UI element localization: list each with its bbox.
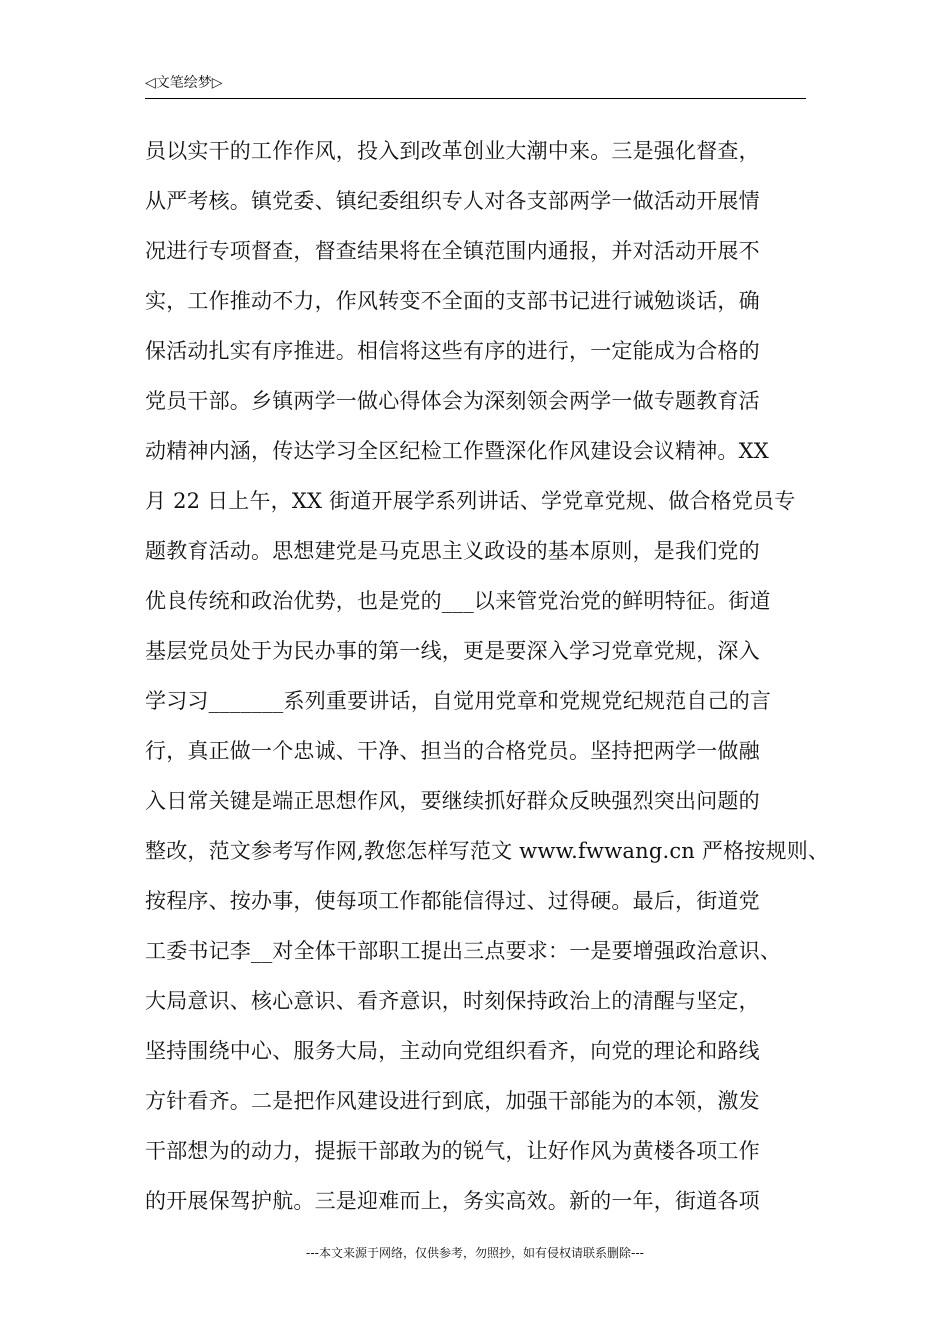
text-line: 按程序、按办事，使每项工作都能信得过、过得硬。最后，街道党	[145, 889, 760, 913]
text-line: 行，真正做一个忠诚、干净、担当的合格党员。坚持把两学一做融	[145, 739, 760, 763]
document-body	[145, 126, 830, 1226]
text-line: 整改，范文参考写作网,教您怎样写范文 www.fwwang.cn 严格按规则、	[145, 839, 830, 863]
text-line: 优良传统和政治优势，也是党的___以来管党治党的鲜明特征。街道	[145, 589, 771, 613]
page-header	[145, 72, 806, 99]
text-line: 实，工作推动不力，作风转变不全面的支部书记进行诫勉谈话，确	[145, 289, 760, 313]
text-line: 动精神内涵，传达学习全区纪检工作暨深化作风建设会议精神。XX	[145, 439, 769, 463]
text-line: 工委书记李__对全体干部职工提出三点要求：一是要增强政治意识、	[145, 939, 782, 963]
page-footer: ---本文来源于网络，仅供参考，勿照抄，如有侵权请联系删除---	[306, 1246, 644, 1260]
text-line: 月 22 日上午，XX 街道开展学系列讲话、学党章党规、做合格党员专	[145, 489, 796, 513]
text-line: 题教育活动。思想建党是马克思主义政设的基本原则，是我们党的	[145, 539, 760, 563]
text-line: 坚持围绕中心、服务大局，主动向党组织看齐，向党的理论和路线	[145, 1039, 760, 1063]
header-title: ◁文笔绘梦▷	[145, 75, 223, 91]
text-line: 员以实干的工作作风，投入到改革创业大潮中来。三是强化督查，	[145, 139, 760, 163]
text-line: 况进行专项督查，督查结果将在全镇范围内通报，并对活动开展不	[145, 239, 760, 263]
text-line: 干部想为的动力，提振干部敢为的锐气，让好作风为黄楼各项工作	[145, 1139, 760, 1163]
text-line: 学习习_______系列重要讲话，自觉用党章和党规党纪规范自己的言	[145, 689, 772, 713]
text-line: 保活动扎实有序推进。相信将这些有序的进行，一定能成为合格的	[145, 339, 760, 363]
text-line: 党员干部。乡镇两学一做心得体会为深刻领会两学一做专题教育活	[145, 389, 760, 413]
text-line: 从严考核。镇党委、镇纪委组织专人对各支部两学一做活动开展情	[145, 189, 760, 213]
text-line: 大局意识、核心意识、看齐意识，时刻保持政治上的清醒与坚定，	[145, 989, 760, 1013]
text-line: 入日常关键是端正思想作风，要继续抓好群众反映强烈突出问题的	[145, 789, 760, 813]
text-line: 的开展保驾护航。三是迎难而上，务实高效。新的一年，街道各项	[145, 1189, 760, 1213]
text-line: 方针看齐。二是把作风建设进行到底，加强干部能为的本领，激发	[145, 1089, 760, 1113]
text-line: 基层党员处于为民办事的第一线，更是要深入学习党章党规，深入	[145, 639, 760, 663]
